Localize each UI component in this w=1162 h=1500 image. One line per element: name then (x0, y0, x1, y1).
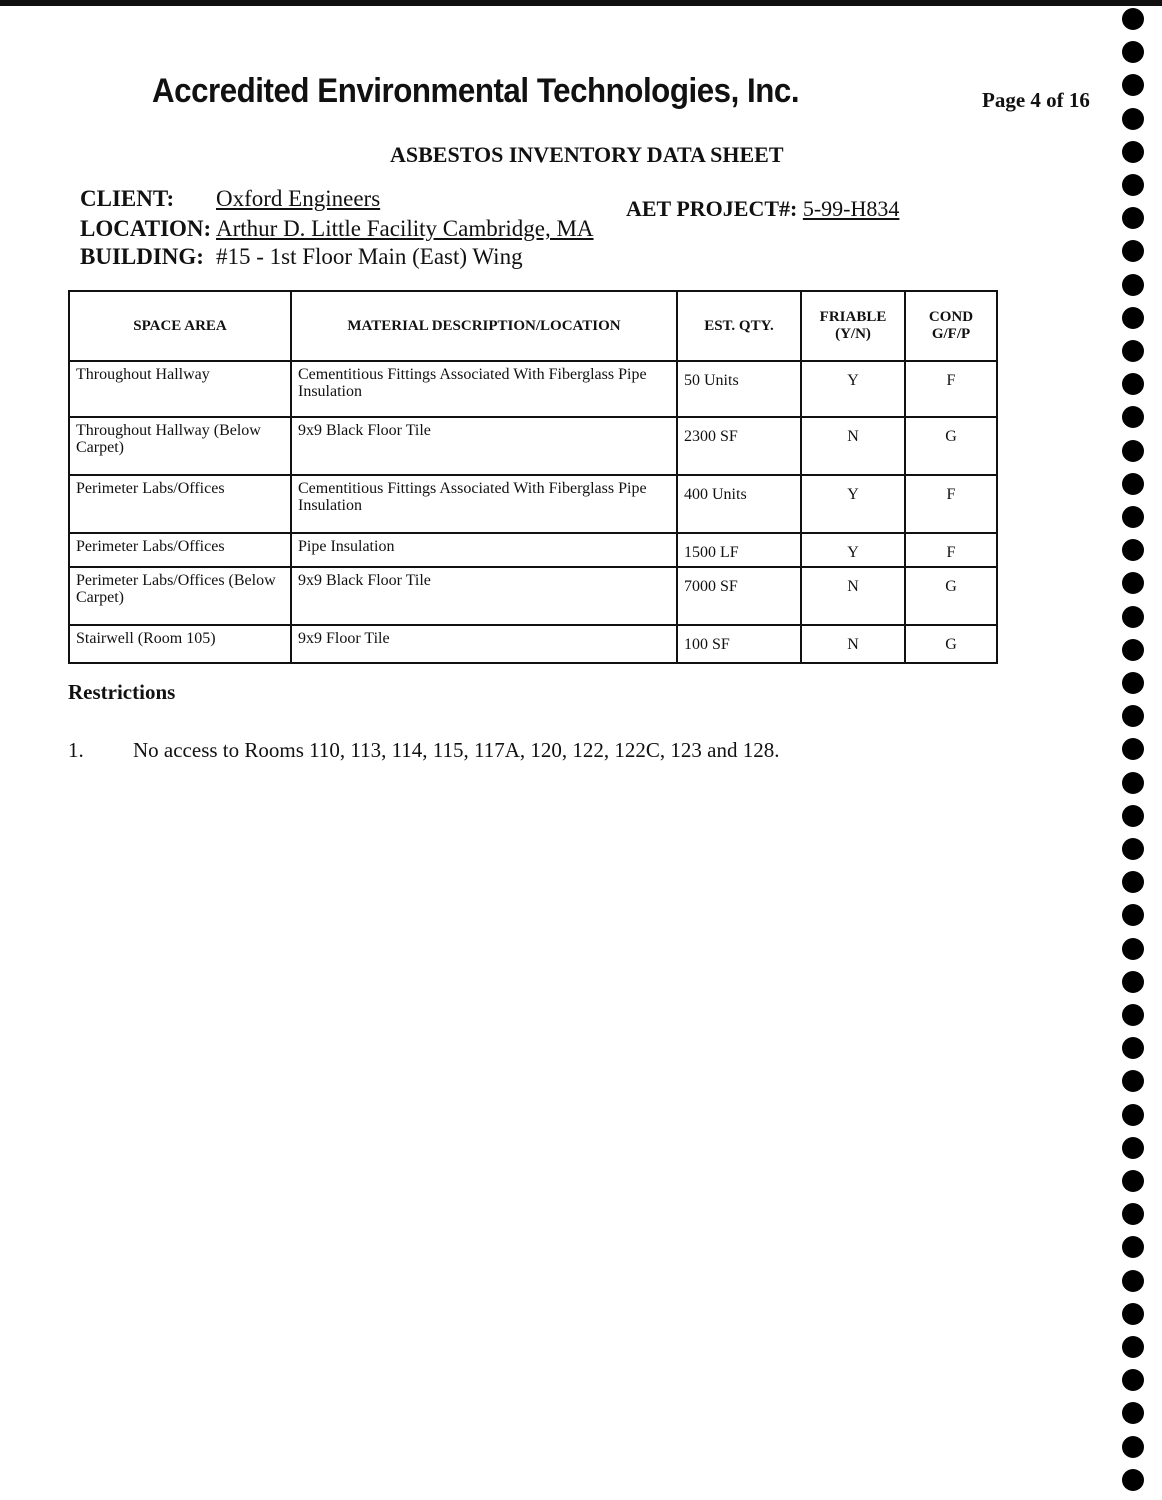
cell-qty: 400 Units (677, 475, 801, 533)
project-line (626, 196, 899, 222)
sheet-title: ASBESTOS INVENTORY DATA SHEET (390, 142, 784, 167)
punch-hole (1122, 1270, 1144, 1292)
punch-hole (1122, 506, 1144, 528)
punch-hole (1122, 108, 1144, 130)
header-est-qty: EST. QTY. (677, 291, 801, 361)
cell-area: Perimeter Labs/Offices (69, 533, 291, 567)
punch-hole (1122, 572, 1144, 594)
table-row (69, 417, 997, 475)
punch-hole (1122, 373, 1144, 395)
cell-qty: 7000 SF (677, 567, 801, 625)
punch-hole (1122, 1037, 1144, 1059)
cell-friable: N (801, 625, 905, 663)
punch-hole (1122, 772, 1144, 794)
project-value: 5-99-H834 (802, 196, 900, 221)
table-row (69, 361, 997, 417)
table-row (69, 533, 997, 567)
punch-hole (1122, 274, 1144, 296)
cell-qty: 100 SF (677, 625, 801, 663)
cell-area: Throughout Hallway (69, 361, 291, 417)
cell-cond: F (905, 475, 997, 533)
punch-hole (1122, 240, 1144, 262)
punch-hole (1122, 174, 1144, 196)
cell-area: Throughout Hallway (Below Carpet) (69, 417, 291, 475)
punch-hole (1122, 971, 1144, 993)
punch-hole (1122, 904, 1144, 926)
page-top-border (0, 0, 1162, 6)
table-row (69, 567, 997, 625)
table-row (69, 475, 997, 533)
header-friable: FRIABLE (Y/N) (801, 291, 905, 361)
punch-hole (1122, 1104, 1144, 1126)
cell-material: Cementitious Fittings Associated With Fiberglass Pipe Insulation (291, 475, 677, 533)
page-number: Page 4 of 16 (982, 88, 1090, 112)
punch-hole (1122, 41, 1144, 63)
punch-hole (1122, 8, 1144, 30)
building-line (80, 244, 523, 270)
punch-hole (1122, 606, 1144, 628)
punch-hole (1122, 406, 1144, 428)
punch-hole (1122, 738, 1144, 760)
binder-punch-holes (1122, 8, 1148, 1498)
client-label: CLIENT: (80, 186, 175, 211)
punch-hole (1122, 1203, 1144, 1225)
client-line (80, 186, 380, 212)
cell-material: 9x9 Floor Tile (291, 625, 677, 663)
table-row (69, 625, 997, 663)
punch-hole (1122, 1402, 1144, 1424)
punch-hole (1122, 1469, 1144, 1491)
header-space-area: SPACE AREA (69, 291, 291, 361)
punch-hole (1122, 805, 1144, 827)
punch-hole (1122, 539, 1144, 561)
restrictions-heading: Restrictions (68, 680, 176, 704)
building-value: #15 - 1st Floor Main (East) Wing (216, 244, 523, 269)
cell-qty: 50 Units (677, 361, 801, 417)
punch-hole (1122, 141, 1144, 163)
header-material: MATERIAL DESCRIPTION/LOCATION (291, 291, 677, 361)
punch-hole (1122, 1336, 1144, 1358)
punch-hole (1122, 1137, 1144, 1159)
restriction-text: No access to Rooms 110, 113, 114, 115, 117A, 120, 122, 122C, 123 and 128. (133, 738, 780, 762)
location-value: Arthur D. Little Facility Cambridge, MA (216, 216, 594, 241)
cell-cond: F (905, 533, 997, 567)
client-value: Oxford Engineers (216, 186, 381, 211)
cell-cond: G (905, 417, 997, 475)
building-label: BUILDING: (80, 244, 204, 269)
punch-hole (1122, 74, 1144, 96)
punch-hole (1122, 1170, 1144, 1192)
cell-area: Perimeter Labs/Offices (Below Carpet) (69, 567, 291, 625)
punch-hole (1122, 1436, 1144, 1458)
header-cond: COND G/F/P (905, 291, 997, 361)
cell-cond: F (905, 361, 997, 417)
punch-hole (1122, 639, 1144, 661)
punch-hole (1122, 340, 1144, 362)
cell-cond: G (905, 567, 997, 625)
cell-qty: 1500 LF (677, 533, 801, 567)
cell-friable: N (801, 567, 905, 625)
location-label: LOCATION: (80, 216, 212, 241)
project-label: AET PROJECT#: (626, 196, 798, 221)
punch-hole (1122, 1236, 1144, 1258)
cell-area: Stairwell (Room 105) (69, 625, 291, 663)
punch-hole (1122, 705, 1144, 727)
cell-material: Pipe Insulation (291, 533, 677, 567)
punch-hole (1122, 1369, 1144, 1391)
punch-hole (1122, 473, 1144, 495)
cell-area: Perimeter Labs/Offices (69, 475, 291, 533)
cell-material: 9x9 Black Floor Tile (291, 567, 677, 625)
location-line (80, 216, 594, 242)
cell-friable: Y (801, 361, 905, 417)
punch-hole (1122, 1070, 1144, 1092)
cell-friable: Y (801, 533, 905, 567)
punch-hole (1122, 307, 1144, 329)
punch-hole (1122, 838, 1144, 860)
punch-hole (1122, 440, 1144, 462)
cell-friable: N (801, 417, 905, 475)
cell-friable: Y (801, 475, 905, 533)
table-header-row (69, 291, 997, 361)
punch-hole (1122, 1004, 1144, 1026)
punch-hole (1122, 871, 1144, 893)
cell-qty: 2300 SF (677, 417, 801, 475)
cell-cond: G (905, 625, 997, 663)
restriction-number: 1. (68, 738, 84, 762)
punch-hole (1122, 207, 1144, 229)
cell-material: 9x9 Black Floor Tile (291, 417, 677, 475)
punch-hole (1122, 938, 1144, 960)
punch-hole (1122, 672, 1144, 694)
cell-material: Cementitious Fittings Associated With Fiberglass Pipe Insulation (291, 361, 677, 417)
punch-hole (1122, 1303, 1144, 1325)
company-name: Accredited Environmental Technologies, Inc. (152, 72, 800, 110)
asbestos-inventory-table (68, 290, 998, 664)
